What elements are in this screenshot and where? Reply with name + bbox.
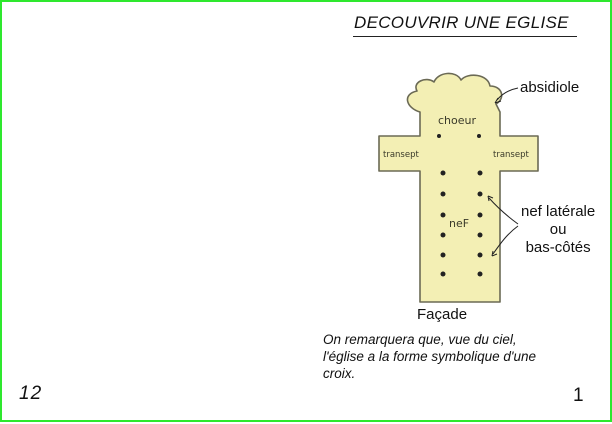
church-outline: [379, 73, 538, 302]
pillar: [477, 134, 481, 138]
page-number-left: 12: [19, 383, 43, 404]
page-number-right: 1: [573, 385, 584, 406]
pillar: [441, 213, 446, 218]
pillar: [441, 272, 446, 277]
caption: [323, 331, 536, 382]
label-nef: neF: [449, 217, 470, 230]
label-absidiole: absidiole: [520, 79, 580, 96]
pillar: [478, 192, 483, 197]
caption-line3: croix.: [323, 366, 356, 381]
caption-line2: l'église a la forme symbolique d'une: [323, 349, 537, 364]
label-nef-laterale-line1: nef latérale: [521, 203, 596, 220]
pillar: [478, 213, 483, 218]
pillar: [437, 134, 441, 138]
pillar: [441, 253, 446, 258]
label-transept-right: transept: [493, 150, 529, 160]
label-nef-laterale-line2: ou: [549, 221, 567, 238]
pillar: [478, 171, 483, 176]
caption-line1: On remarquera que, vue du ciel,: [323, 332, 517, 347]
pillar: [478, 253, 483, 258]
page-title: DECOUVRIR UNE EGLISE: [354, 13, 569, 32]
label-transept-left: transept: [383, 150, 419, 160]
pillar: [441, 233, 446, 238]
label-facade: Façade: [417, 306, 468, 323]
label-nef-laterale-line3: bas-côtés: [525, 239, 591, 256]
pillar: [441, 192, 446, 197]
pillar: [478, 272, 483, 277]
pillar: [478, 233, 483, 238]
label-nef-laterale: [521, 203, 595, 257]
pillar: [441, 171, 446, 176]
label-choeur: choeur: [438, 114, 477, 127]
